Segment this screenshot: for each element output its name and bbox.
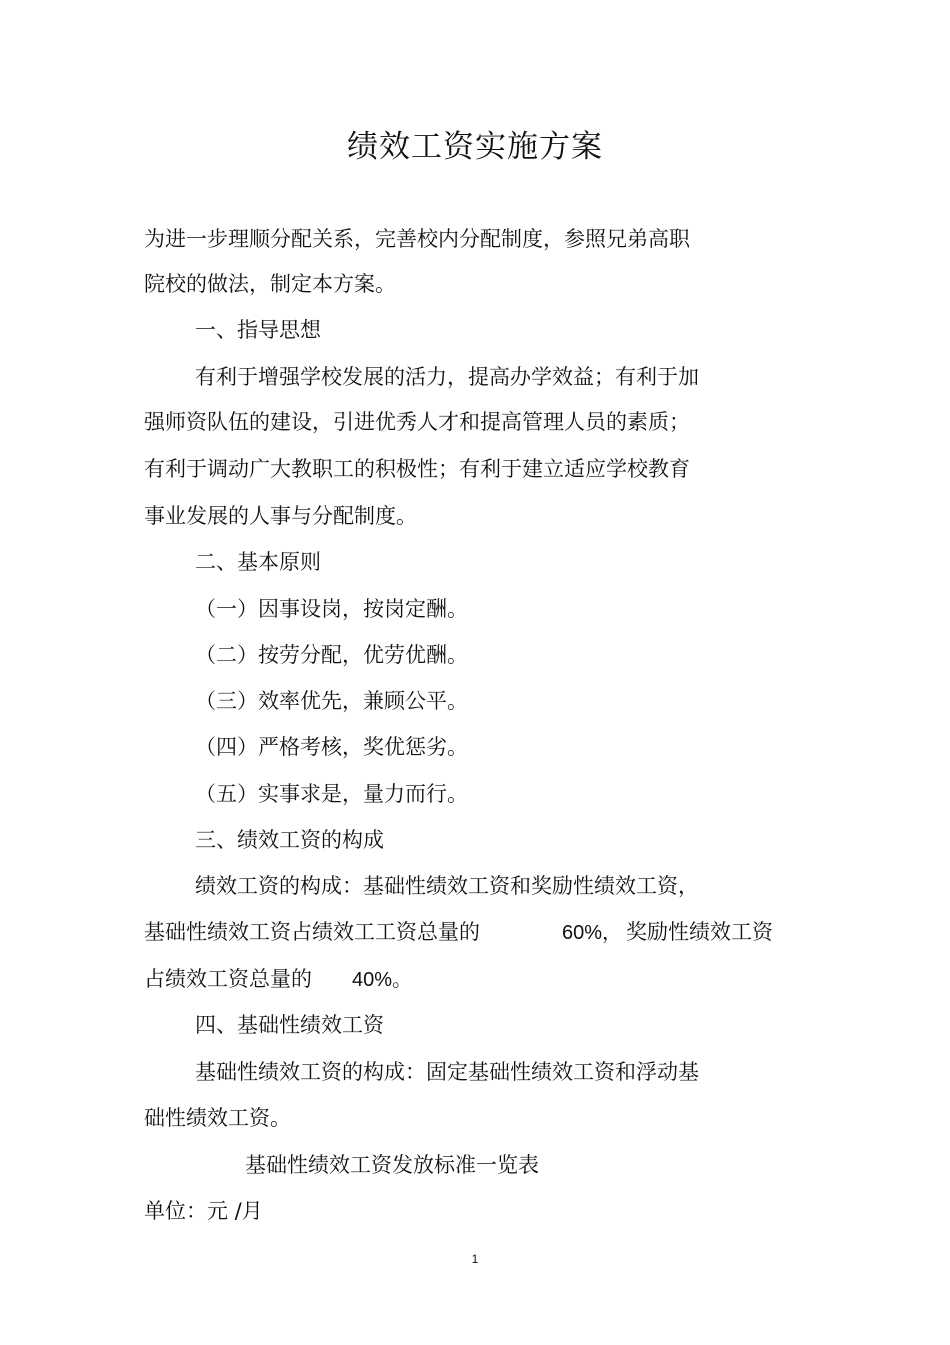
intro-line-1: 为进一步理顺分配关系，完善校内分配制度，参照兄弟高职 (144, 227, 690, 251)
section3-line-2-tail: 奖励性绩效工资 (626, 920, 773, 944)
section-heading-basic-performance-pay: 四、基础性绩效工资 (195, 1013, 384, 1037)
principle-item-4: （四）严格考核，奖优惩劣。 (195, 735, 468, 759)
section1-line-4: 事业发展的人事与分配制度。 (144, 504, 417, 528)
section4-line-1: 基础性绩效工资的构成：固定基础性绩效工资和浮动基 (195, 1060, 699, 1084)
section3-line-2-text: 基础性绩效工资占绩效工工资总量的 (144, 920, 480, 944)
principle-item-3: （三）效率优先，兼顾公平。 (195, 689, 468, 713)
basic-percentage: 60%， (562, 922, 623, 944)
section3-line-3-text: 占绩效工资总量的 (144, 967, 312, 991)
section-heading-composition: 三、绩效工资的构成 (195, 828, 384, 852)
intro-line-2: 院校的做法，制定本方案。 (144, 272, 396, 296)
section3-line-1: 绩效工资的构成：基础性绩效工资和奖励性绩效工资， (195, 874, 699, 898)
section1-line-1: 有利于增强学校发展的活力，提高办学效益；有利于加 (195, 365, 699, 389)
unit-label: 单位：元 /月 (144, 1199, 263, 1223)
document-title: 绩效工资实施方案 (347, 129, 603, 165)
principle-item-2: （二）按劳分配，优劳优酬。 (195, 643, 468, 667)
section-heading-basic-principles: 二、基本原则 (195, 550, 321, 574)
section1-line-2: 强师资队伍的建设，引进优秀人才和提高管理人员的素质； (144, 410, 690, 434)
table-caption: 基础性绩效工资发放标准一览表 (245, 1153, 539, 1177)
principle-item-1: （一）因事设岗，按岗定酬。 (195, 597, 468, 621)
principle-item-5: （五）实事求是，量力而行。 (195, 782, 468, 806)
section1-line-3: 有利于调动广大教职工的积极性；有利于建立适应学校教育 (144, 457, 690, 481)
page-number: 1 (471, 1252, 479, 1266)
reward-percentage: 40%。 (352, 969, 413, 991)
section4-line-2: 础性绩效工资。 (144, 1106, 291, 1130)
section-heading-guiding-thought: 一、指导思想 (195, 318, 321, 342)
